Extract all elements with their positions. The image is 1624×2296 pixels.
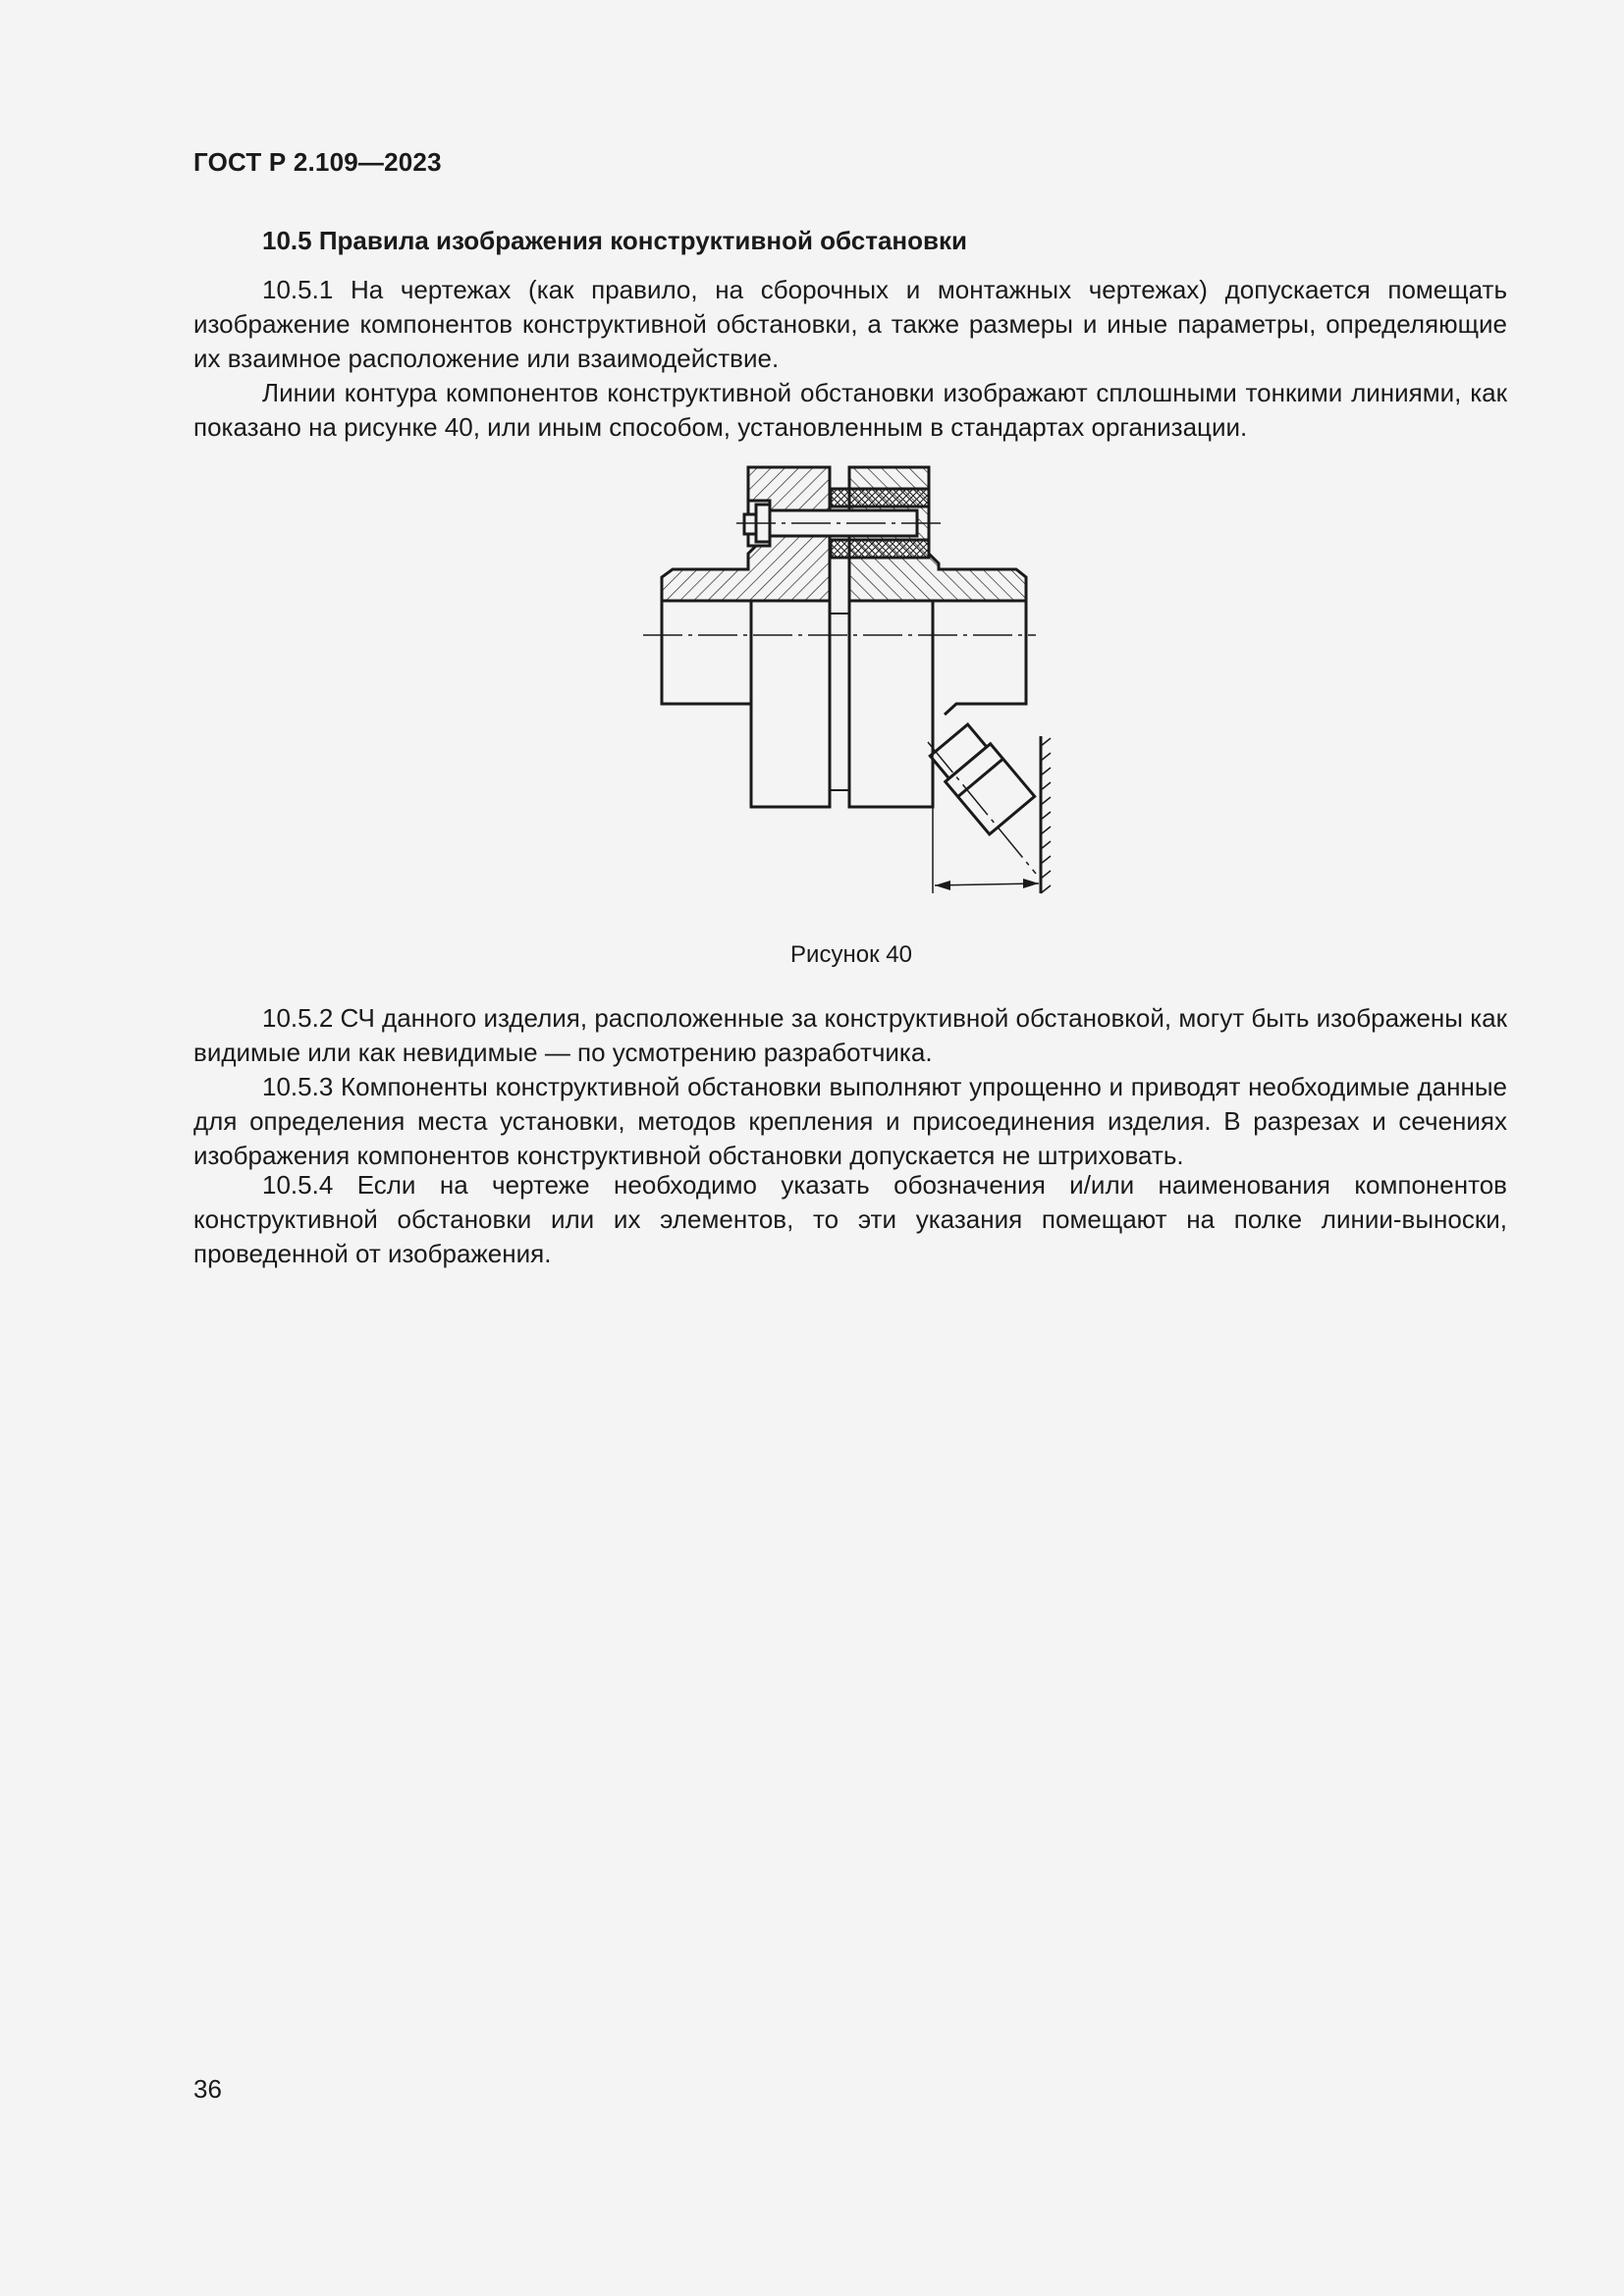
paragraph-contour-lines: Линии контура компонентов конструктивной обстановки изображают сплошными тонкими линиями, как показано на рисунке 40, или иным способом, установленным в стандартах организации. (193, 378, 1507, 442)
paragraph-10-5-4: 10.5.4 Если на чертеже необходимо указать обозначения и/или наименования компонентов конструктивной обстановки или их элементов, то эти указания помещают на полке линии-выноски, проведенной от изображения. (193, 1170, 1507, 1268)
page-number: 36 (193, 2074, 222, 2104)
document-code: ГОСТ Р 2.109—2023 (193, 147, 442, 177)
paragraph-10-5-3: 10.5.3 Компоненты конструктивной обстановки выполняют упрощенно и приводят необходимые данные для определения места установки, методов крепления и присоединения изделия. В разрезах и сечениях изображения компонентов конструктивной обстановки допускается не штриховать. (193, 1072, 1507, 1170)
paragraph-10-5-2: 10.5.2 СЧ данного изделия, расположенные за конструктивной обстановкой, могут быть изображены как видимые или как невидимые — по усмотрению разработчика. (193, 1003, 1507, 1067)
paragraph-10-5-1: 10.5.1 На чертежах (как правило, на сборочных и монтажных чертежах) допускается помещать изображение компонентов конструктивной обстановки, а также размеры и иные параметры, определяющие их взаимное расположение или взаимодействие. (193, 275, 1507, 373)
section-title: 10.5 Правила изображения конструктивной обстановки (262, 226, 967, 255)
figure-caption: Рисунок 40 (790, 941, 912, 968)
figure-40-drawing (638, 461, 1070, 903)
